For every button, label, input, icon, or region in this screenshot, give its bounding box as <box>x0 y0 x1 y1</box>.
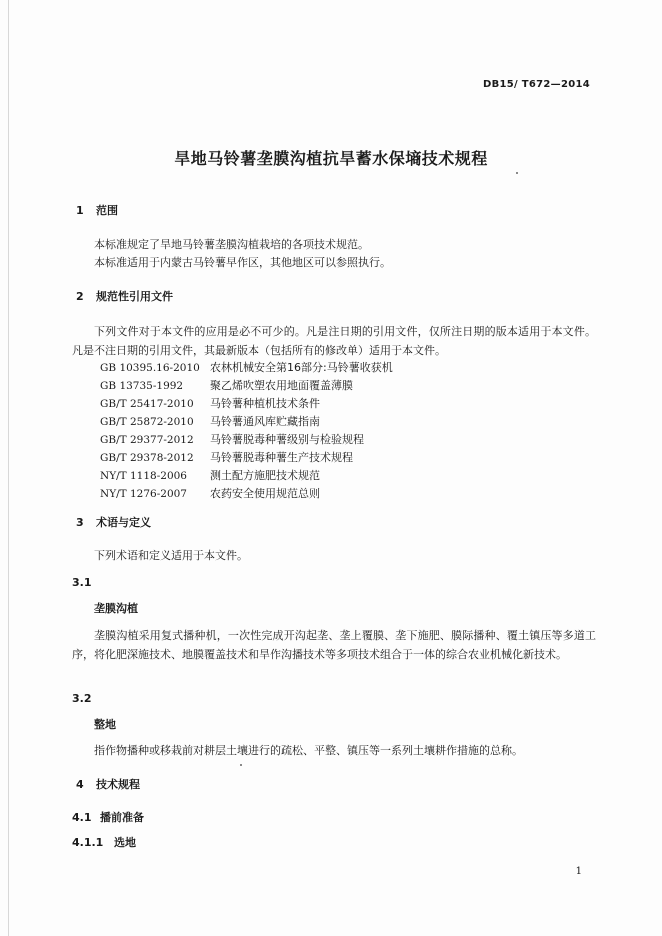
reference-row <box>100 377 393 395</box>
section-3-heading <box>76 514 151 532</box>
section-3-intro: 下列术语和定义适用于本文件。 <box>94 549 248 562</box>
reference-name: 农药安全使用规范总则 <box>210 487 320 500</box>
standard-code: DB15/ T672—2014 <box>483 79 590 90</box>
section-number: 4 <box>76 778 84 791</box>
subsection-number: 4.1 <box>72 811 92 824</box>
subsection-title: 选地 <box>114 836 136 849</box>
reference-code: GB/T 25417-2010 <box>100 398 194 410</box>
term-name: 整地 <box>94 718 116 731</box>
document-title: 旱地马铃薯垄膜沟植抗旱蓄水保墒技术规程 <box>174 149 488 168</box>
term-definition: 指作物播种或移栽前对耕层土壤进行的疏松、平整、镇压等一系列土壤耕作措施的总称。 <box>94 744 523 757</box>
term-definition: 垄膜沟植采用复式播种机，一次性完成开沟起垄、垄上覆膜、垄下施肥、膜际播种、覆土镇压等多道工序，将化肥深施技术、地膜覆盖技术和旱作沟播技术等多项技术组合于一体的综合农业机械化新技术。 <box>72 629 596 661</box>
reference-row <box>100 485 393 503</box>
section-4-heading <box>76 776 140 794</box>
reference-code: GB/T 25872-2010 <box>100 416 194 428</box>
section-2-intro: 下列文件对于本文件的应用是必不可少的。凡是注日期的引用文件，仅所注日期的版本适用于本文件。凡是不注日期的引用文件，其最新版本（包括所有的修改单）适用于本文件。 <box>72 325 596 357</box>
reference-name: 马铃薯通风库贮藏指南 <box>210 415 320 428</box>
page-number: 1 <box>575 866 582 877</box>
reference-code: GB 13735-1992 <box>100 380 184 392</box>
reference-row <box>100 359 393 377</box>
reference-code: NY/T 1118-2006 <box>100 470 187 482</box>
subsection-number: 4.1.1 <box>72 836 104 849</box>
reference-name: 马铃薯脱毒种薯生产技术规程 <box>210 451 353 464</box>
subsection-title: 播前准备 <box>100 811 144 824</box>
scan-speck <box>516 172 518 174</box>
section-title: 技术规程 <box>96 778 140 791</box>
section-title: 规范性引用文件 <box>96 290 173 303</box>
scan-edge <box>8 0 9 936</box>
section-number: 1 <box>76 204 84 217</box>
reference-row <box>100 413 393 431</box>
reference-code: GB/T 29378-2012 <box>100 452 194 464</box>
section-number: 3 <box>76 516 84 529</box>
reference-name: 聚乙烯吹塑农用地面覆盖薄膜 <box>210 379 353 392</box>
section-title: 术语与定义 <box>96 516 151 529</box>
section-number: 2 <box>76 290 84 303</box>
term-number: 3.1 <box>72 576 92 589</box>
reference-name: 测土配方施肥技术规范 <box>210 469 320 482</box>
reference-name: 马铃薯脱毒种薯级别与检验规程 <box>210 433 364 446</box>
section-title: 范围 <box>96 204 118 217</box>
section-1-paragraph: 本标准适用于内蒙古马铃薯早作区，其他地区可以参照执行。 <box>94 256 391 269</box>
section-2-heading <box>76 288 173 306</box>
reference-code: GB/T 29377-2012 <box>100 434 194 446</box>
term-number: 3.2 <box>72 692 92 705</box>
section-1-paragraph: 本标准规定了旱地马铃薯垄膜沟植栽培的各项技术规范。 <box>94 238 369 251</box>
reference-row <box>100 431 393 449</box>
reference-name: 农林机械安全第16部分:马铃薯收获机 <box>210 361 393 374</box>
reference-code: NY/T 1276-2007 <box>100 488 187 500</box>
section-1-heading <box>76 202 118 220</box>
reference-name: 马铃薯种植机技术条件 <box>210 397 320 410</box>
reference-row <box>100 395 393 413</box>
subsection-heading <box>72 809 144 827</box>
reference-list <box>100 359 393 503</box>
subsection-heading <box>72 834 136 852</box>
scan-speck <box>240 764 242 766</box>
term-name: 垄膜沟植 <box>94 602 138 615</box>
reference-code: GB 10395.16-2010 <box>100 362 200 374</box>
reference-row <box>100 449 393 467</box>
reference-row <box>100 467 393 485</box>
